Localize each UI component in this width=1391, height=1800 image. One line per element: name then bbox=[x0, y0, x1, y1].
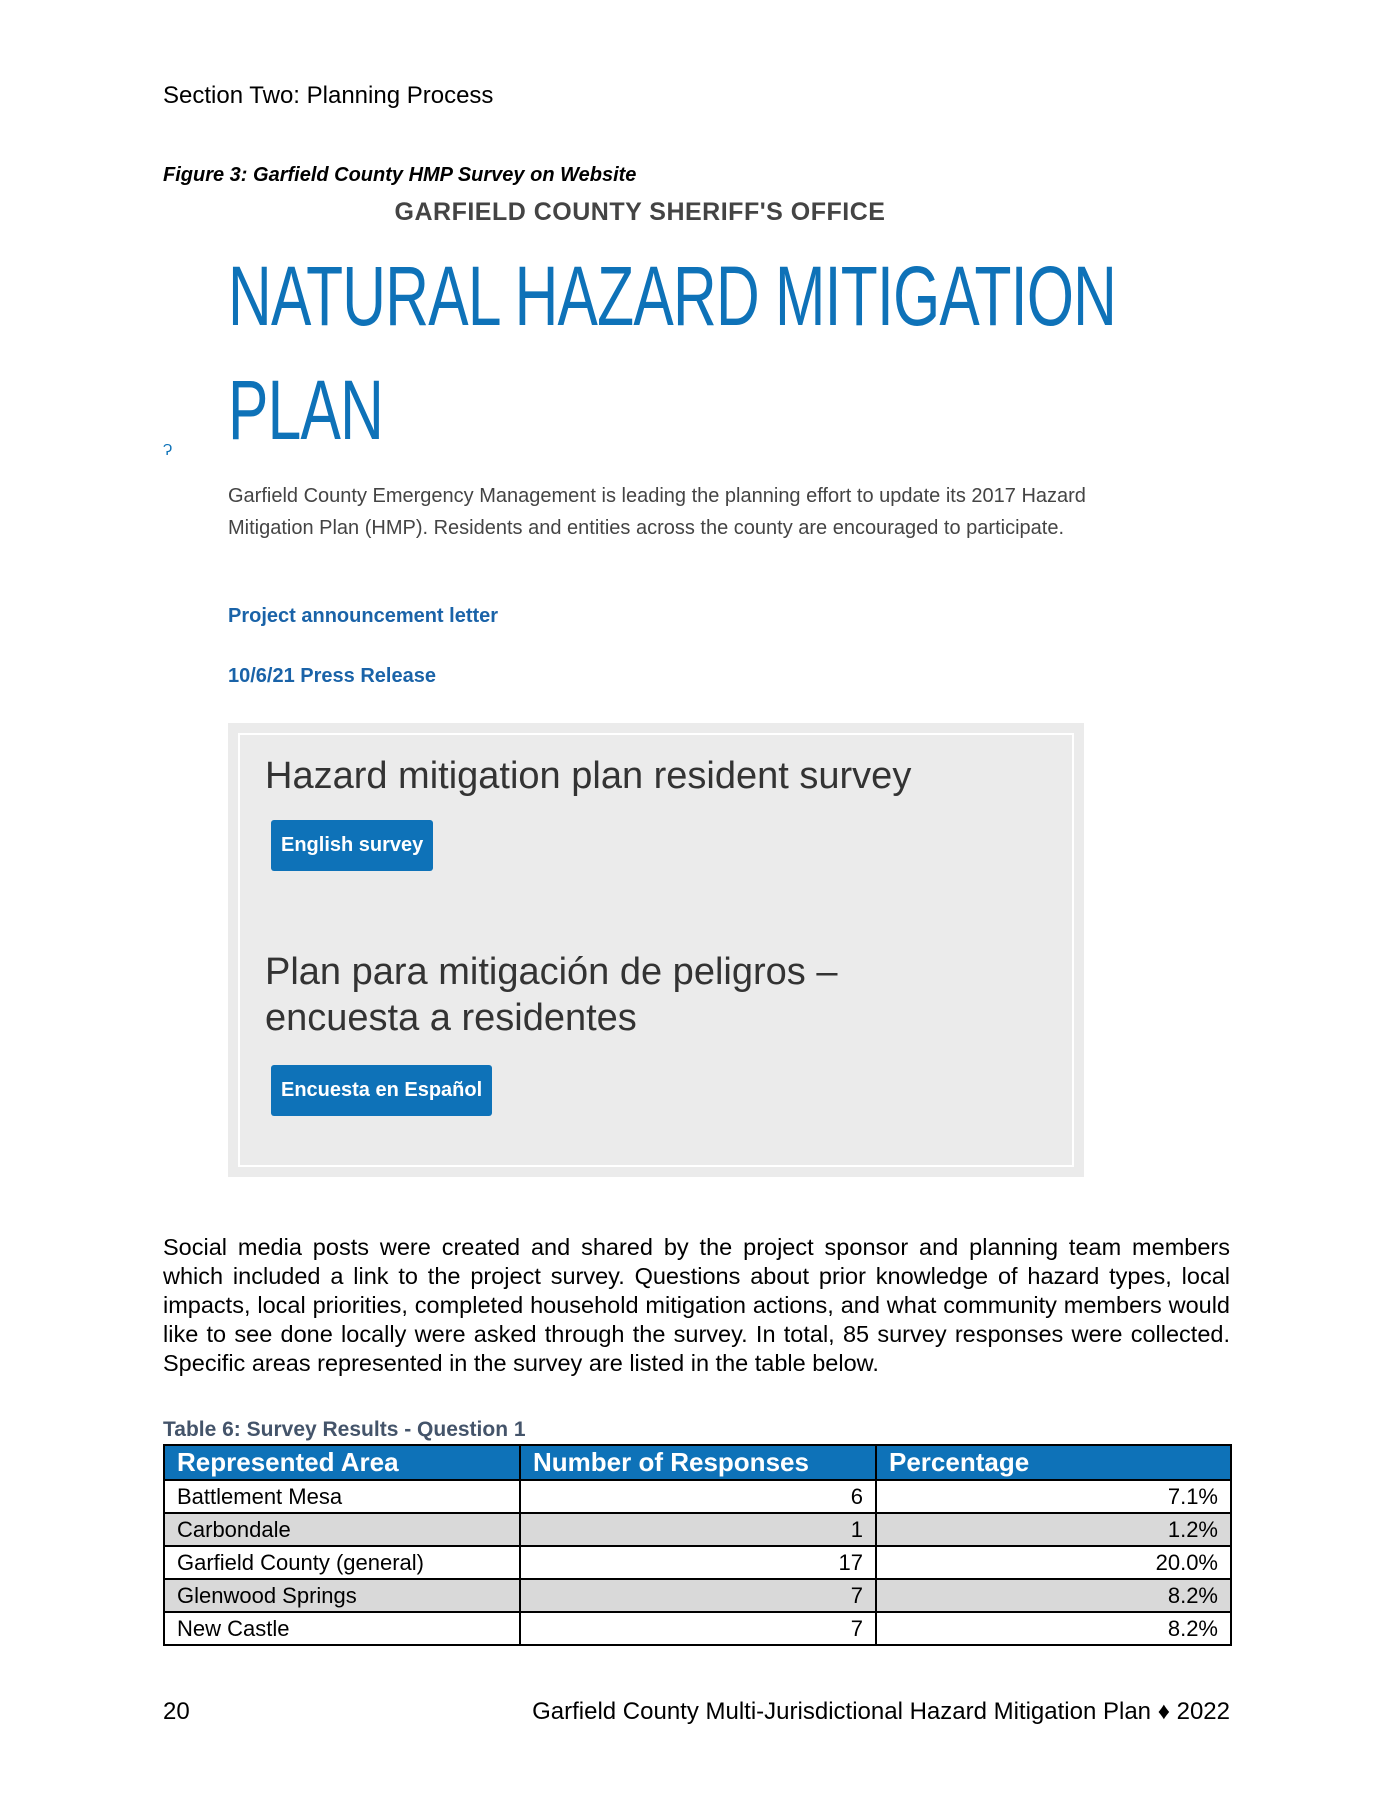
stray-mark: Ɂ bbox=[163, 442, 173, 459]
survey-es-heading: Plan para mitigación de peligros – encuesta a residentes bbox=[265, 951, 838, 1039]
responses-cell: 7 bbox=[520, 1612, 876, 1645]
press-release-link[interactable]: 10/6/21 Press Release bbox=[228, 665, 436, 687]
survey-panel bbox=[228, 723, 1084, 1177]
website-title-line2: PLAN bbox=[228, 363, 384, 457]
responses-cell: 6 bbox=[520, 1480, 876, 1513]
table-row bbox=[164, 1612, 1231, 1645]
body-paragraph: Social media posts were created and shared by the project sponsor and planning team members which included a link to the project survey. Questions about prior knowledge of hazard types, local impacts, local priorities, completed household mitigation actions, and what community members would like to see done locally were asked through the survey. In total, 85 survey responses were collected. Specific areas represented in the survey are listed in the table below. bbox=[163, 1234, 1230, 1376]
figure-caption: Figure 3: Garfield County HMP Survey on Website bbox=[163, 164, 637, 186]
announcement-letter-link[interactable]: Project announcement letter bbox=[228, 605, 499, 627]
column-header: Percentage bbox=[876, 1445, 1231, 1480]
survey-en-heading: Hazard mitigation plan resident survey bbox=[265, 755, 912, 797]
survey-results-table bbox=[163, 1444, 1232, 1646]
column-header: Number of Responses bbox=[520, 1445, 876, 1480]
table-row bbox=[164, 1480, 1231, 1513]
area-cell: Carbondale bbox=[164, 1513, 520, 1546]
website-org-name: GARFIELD COUNTY SHERIFF'S OFFICE bbox=[394, 198, 886, 226]
percentage-cell: 8.2% bbox=[876, 1612, 1231, 1645]
website-title-line1: NATURAL HAZARD MITIGATION bbox=[228, 249, 1117, 343]
column-header: Represented Area bbox=[164, 1445, 520, 1480]
footer-title: Garfield County Multi-Jurisdictional Hazard Mitigation Plan ♦ 2022 bbox=[532, 1698, 1230, 1725]
area-cell: New Castle bbox=[164, 1612, 520, 1645]
percentage-cell: 7.1% bbox=[876, 1480, 1231, 1513]
website-description: Garfield County Emergency Management is leading the planning effort to update its 2017 Hazard Mitigation Plan (HMP). Residents and entities across the county are encouraged to participate. bbox=[228, 485, 1086, 539]
page-number: 20 bbox=[163, 1698, 190, 1725]
spanish-survey-button[interactable]: Encuesta en Español bbox=[271, 1065, 492, 1116]
area-cell: Garfield County (general) bbox=[164, 1546, 520, 1579]
responses-cell: 17 bbox=[520, 1546, 876, 1579]
table-row bbox=[164, 1579, 1231, 1612]
table-row bbox=[164, 1513, 1231, 1546]
table-row bbox=[164, 1546, 1231, 1579]
area-cell: Glenwood Springs bbox=[164, 1579, 520, 1612]
area-cell: Battlement Mesa bbox=[164, 1480, 520, 1513]
responses-cell: 1 bbox=[520, 1513, 876, 1546]
responses-cell: 7 bbox=[520, 1579, 876, 1612]
percentage-cell: 20.0% bbox=[876, 1546, 1231, 1579]
percentage-cell: 1.2% bbox=[876, 1513, 1231, 1546]
percentage-cell: 8.2% bbox=[876, 1579, 1231, 1612]
section-header: Section Two: Planning Process bbox=[163, 82, 494, 109]
table-caption: Table 6: Survey Results - Question 1 bbox=[163, 1418, 526, 1441]
english-survey-button[interactable]: English survey bbox=[271, 820, 433, 871]
